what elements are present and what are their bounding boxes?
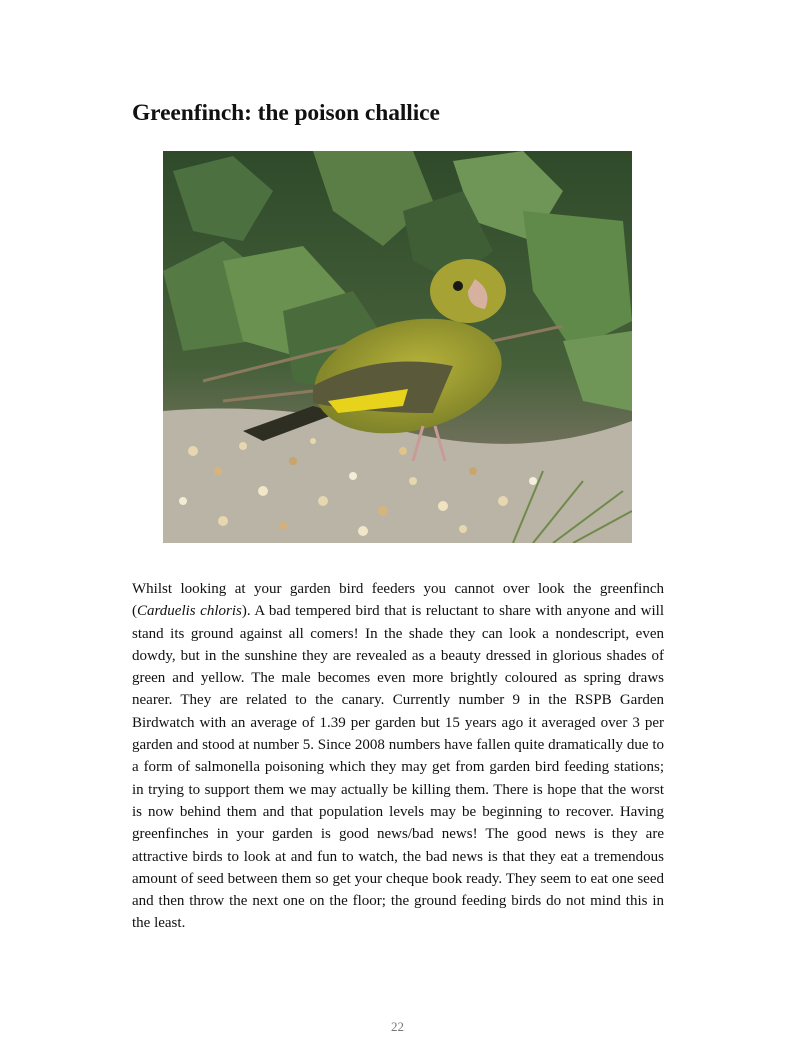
greenfinch-illustration: [163, 151, 632, 543]
greenfinch-photo: [163, 151, 632, 543]
page-title: Greenfinch: the poison challice: [132, 100, 440, 126]
paragraph-rest: ). A bad tempered bird that is reluctant to share with anyone and will stand its ground against all comers! In the shade they can look a nondescript, even dowdy, but in the sunshine they are revealed as a beauty dressed in glorious shades of green and yellow. The male becomes even more brightly coloured as spring draws nearer. They are related to the canary. Currently number 9 in the RSPB Garden Birdwatch with an average of 1.39 per garden but 15 years ago it averaged over 3 per garden and stood at number 5. Since 2008 numbers have fallen quite dramatically due to a form of salmonella poisoning which they may get from garden bird feeding stations; in trying to support them we may actually be killing them. There is hope that the worst is now behind them and that population levels may be beginning to recover. Having greenfinches in your garden is good news/bad news! The good news is they are attractive birds to look at and fun to watch, the bad news is that they eat a tremendous amount of seed between them so get your cheque book ready. They seem to eat one seed and then throw the next one on the floor; the ground feeding birds do not mind this in the least.: [132, 603, 664, 932]
page-number: 22: [391, 1019, 404, 1034]
paragraph-intro: Whilst looking at your garden bird feeders you cannot over look the greenfinch (: [132, 581, 664, 620]
body-paragraph: [132, 578, 664, 935]
scientific-name: Carduelis chloris: [137, 603, 242, 620]
